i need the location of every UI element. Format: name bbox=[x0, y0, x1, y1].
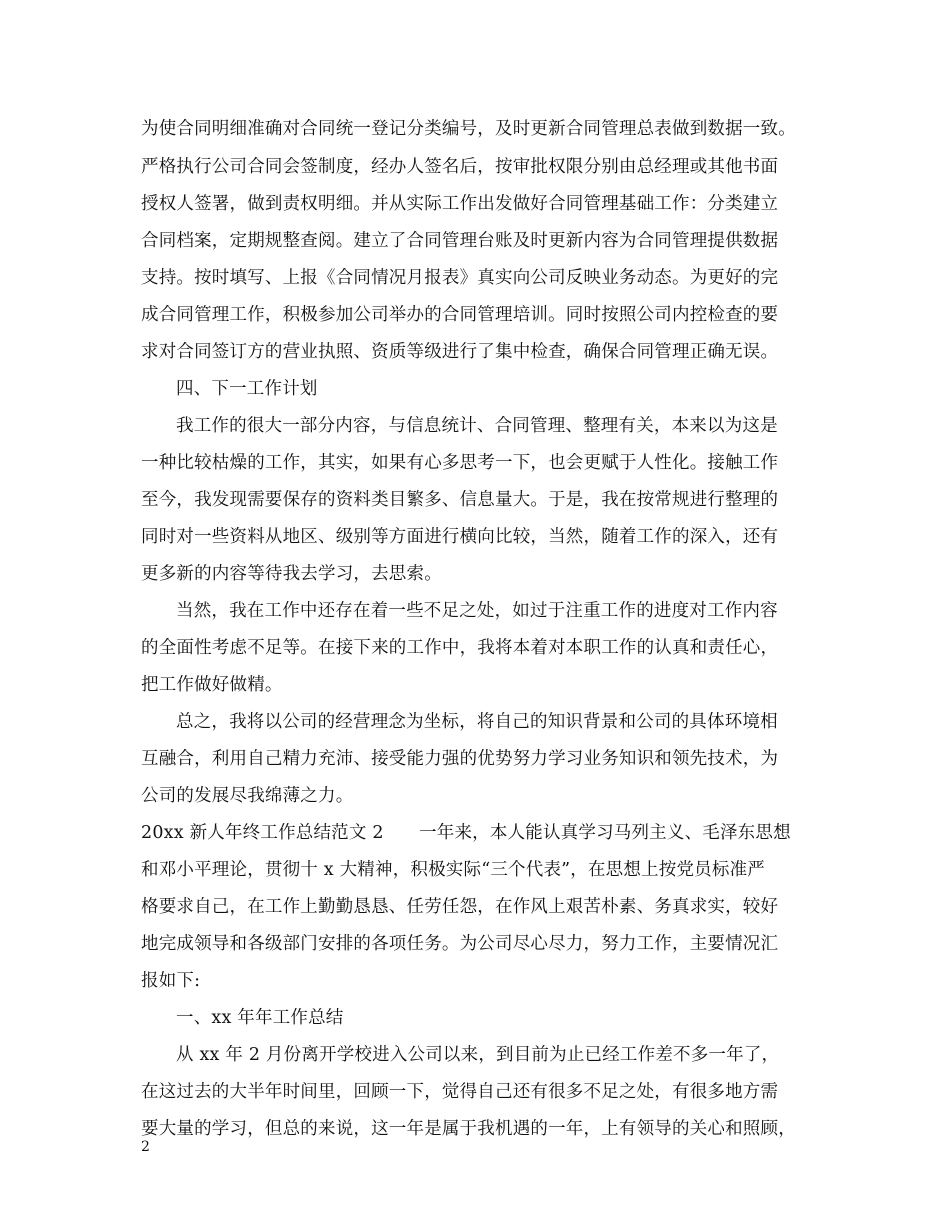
text-line: 格要求自己，在工作上勤勤恳恳、任劳任怨，在作风上艰苦朴素、务真求实，较好 bbox=[141, 897, 779, 917]
text-line: 的全面性考虑不足等。在接下来的工作中，我将本着对本职工作的认真和责任心， bbox=[141, 638, 779, 658]
text-line: 成合同管理工作，积极参加公司举办的合同管理培训。同时按照公司内控检查的要 bbox=[141, 305, 779, 325]
text-line: 严格执行公司合同会签制度，经办人签名后，按审批权限分别由总经理或其他书面 bbox=[141, 157, 779, 177]
text-line: 把工作做好做精。 bbox=[141, 675, 283, 695]
text-line: 我工作的很大一部分内容，与信息统计、合同管理、整理有关，本来以为这是 bbox=[176, 416, 778, 436]
text-line: 为使合同明细准确对合同统一登记分类编号，及时更新合同管理总表做到数据一致。 bbox=[141, 119, 796, 139]
section-heading: 一、xx 年年工作总结 bbox=[176, 1008, 344, 1028]
text-line: 同时对一些资料从地区、级别等方面进行横向比较，当然，随着工作的深入，还有 bbox=[141, 527, 779, 547]
text-line: 互融合，利用自己精力充沛、接受能力强的优势努力学习业务知识和领先技术，为 bbox=[141, 749, 779, 769]
text-line: 在这过去的大半年时间里，回顾一下，觉得自己还有很多不足之处，有很多地方需 bbox=[141, 1082, 779, 1102]
section-heading: 四、下一工作计划 bbox=[176, 379, 318, 399]
text-line: 更多新的内容等待我去学习，去思索。 bbox=[141, 564, 442, 584]
text-line: 求对合同签订方的营业执照、资质等级进行了集中检查，确保合同管理正确无误。 bbox=[141, 342, 779, 362]
article-title-line: 20xx 新人年终工作总结范文 2 一年来，本人能认真学习马列主义、毛泽东思想 bbox=[141, 823, 791, 843]
text-line: 从 xx 年 2 月份离开学校进入公司以来，到目前为止已经工作差不多一年了， bbox=[176, 1045, 780, 1065]
text-line: 公司的发展尽我绵薄之力。 bbox=[141, 786, 354, 806]
text-line: 一种比较枯燥的工作，其实，如果有心多思考一下，也会更赋于人性化。接触工作 bbox=[141, 453, 779, 473]
text-line: 授权人签署，做到责权明细。并从实际工作出发做好合同管理基础工作：分类建立 bbox=[141, 194, 779, 214]
text-line: 总之，我将以公司的经营理念为坐标，将自己的知识背景和公司的具体环境相 bbox=[176, 712, 778, 732]
text-line: 至今，我发现需要保存的资料类目繁多、信息量大。于是，我在按常规进行整理的 bbox=[141, 490, 779, 510]
text-line: 合同档案，定期规整查阅。建立了合同管理台账及时更新内容为合同管理提供数据 bbox=[141, 231, 779, 251]
text-line: 支持。按时填写、上报《合同情况月报表》真实向公司反映业务动态。为更好的完 bbox=[141, 268, 779, 288]
text-line: 当然，我在工作中还存在着一些不足之处，如过于注重工作的进度对工作内容 bbox=[176, 601, 778, 621]
text-line: 地完成领导和各级部门安排的各项任务。为公司尽心尽力，努力工作，主要情况汇 bbox=[141, 934, 779, 954]
page-number: 2 bbox=[141, 1139, 150, 1155]
text-line: 要大量的学习，但总的来说，这一年是属于我机遇的一年，上有领导的关心和照顾， bbox=[141, 1119, 796, 1139]
text-line: 报如下: bbox=[141, 971, 201, 991]
text-line: 和邓小平理论，贯彻十 x 大精神，积极实际“三个代表”，在思想上按党员标准严 bbox=[141, 860, 765, 880]
